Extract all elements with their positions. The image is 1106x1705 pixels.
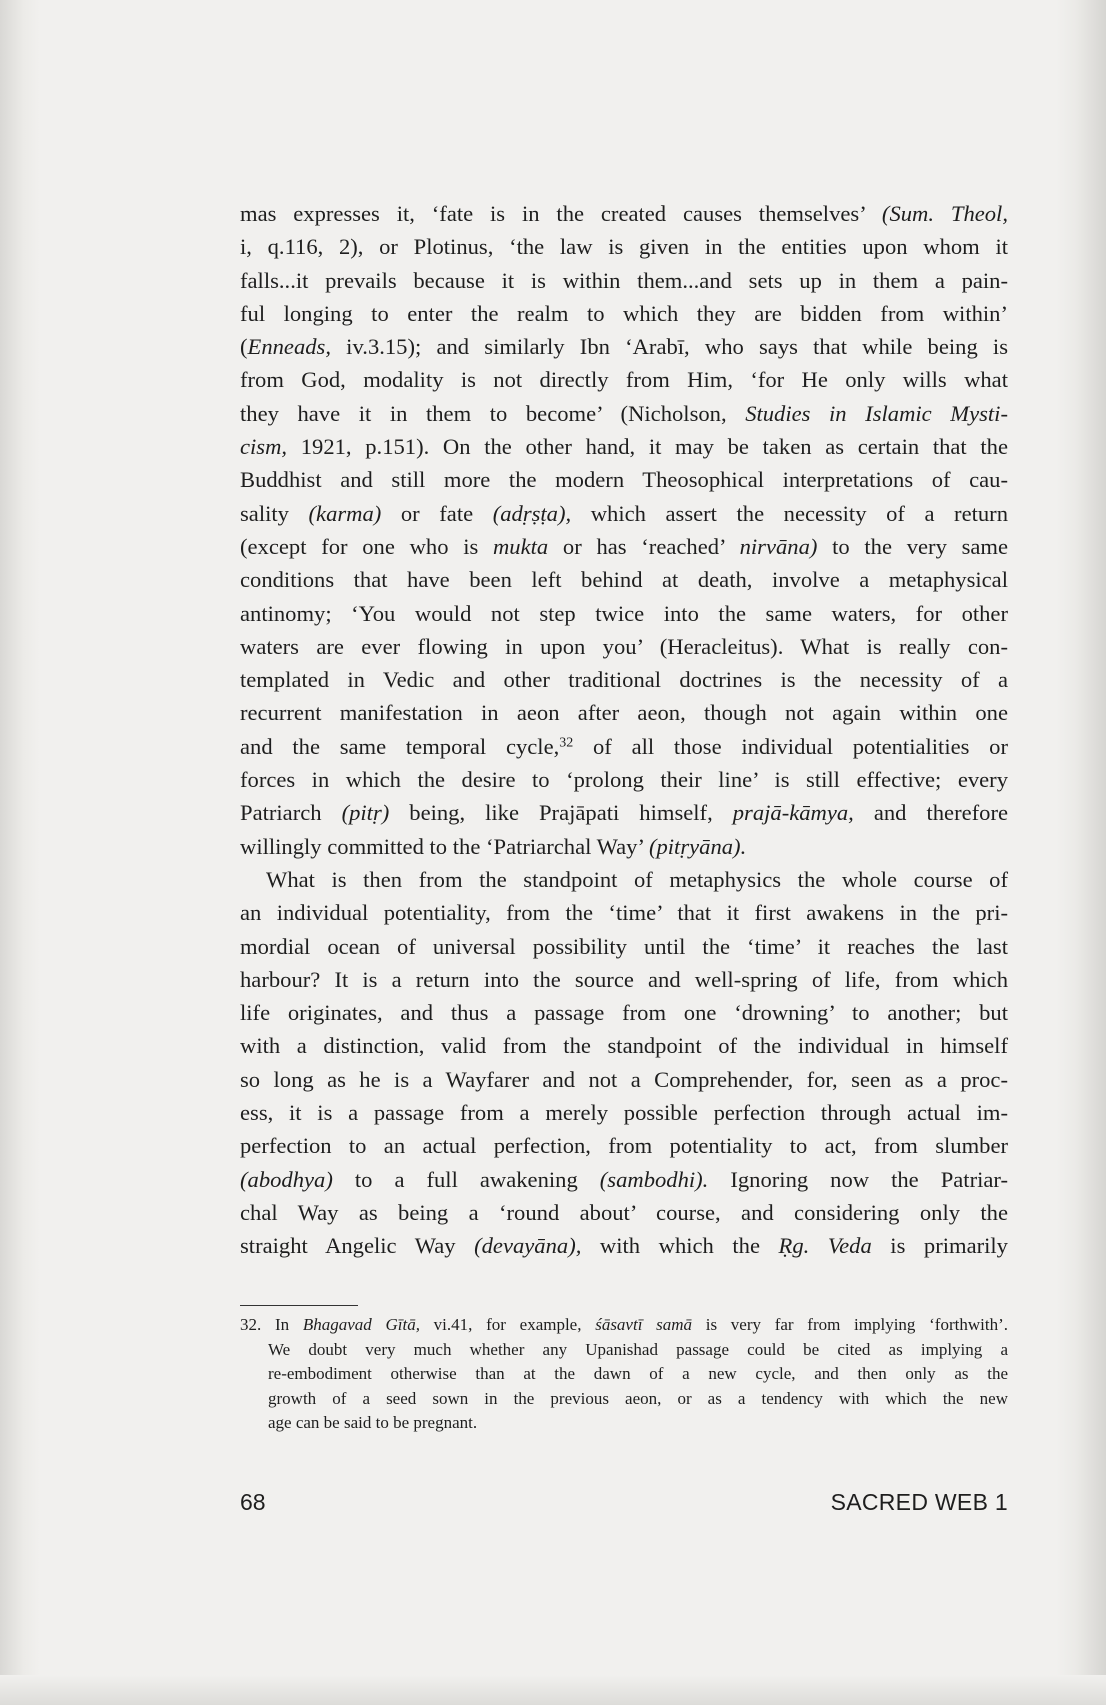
text-run: Ignoring now the Patriar- <box>708 1166 1008 1192</box>
running-title: SACRED WEB 1 <box>830 1489 1008 1515</box>
body-line <box>240 597 1008 630</box>
body-line <box>240 1029 1008 1062</box>
italic-text: Ṛg. Veda <box>778 1233 872 1259</box>
text-run: What is then from the standpoint of metaphysics the whole course of <box>266 866 1008 892</box>
body-line <box>240 530 1008 563</box>
text-run: chal Way as being a ‘round about’ course, and considering only the <box>240 1199 1008 1225</box>
text-run: of all those individual potentialities or <box>573 733 1009 759</box>
page-number: 68 <box>240 1489 266 1515</box>
italic-text: prajā-kāmya, <box>732 800 854 826</box>
italic-text: (pitṛyāna). <box>648 833 747 859</box>
text-run: ful longing to enter the realm to which they are bidden from within’ <box>240 300 1008 326</box>
body-line <box>240 930 1008 963</box>
text-run: 32. In <box>240 1315 303 1334</box>
body-line <box>240 1229 1008 1262</box>
body-line <box>240 397 1008 430</box>
scan-edge-right <box>1056 0 1106 1705</box>
text-run: being, like Prajāpati himself, <box>389 800 733 826</box>
footnote-line <box>240 1338 1008 1363</box>
italic-text: mukta <box>492 533 549 559</box>
text-run: with which the <box>581 1233 779 1259</box>
body-line <box>240 230 1008 263</box>
footnote-line <box>240 1362 1008 1387</box>
body-line <box>240 763 1008 796</box>
text-run: harbour? It is a return into the source and well-spring of life, from which <box>240 966 1008 992</box>
body-line <box>240 497 1008 530</box>
body-line <box>240 463 1008 496</box>
body-line <box>240 264 1008 297</box>
italic-text: (pitṛ) <box>341 800 390 826</box>
body-line <box>240 863 1008 896</box>
text-run: re-embodiment otherwise than at the dawn of a new cycle, and then only as the <box>268 1364 1008 1383</box>
body-line <box>240 197 1008 230</box>
text-run: vi.41, for example, <box>419 1315 596 1334</box>
text-run: (except for one who is <box>240 533 493 559</box>
text-run: an individual potentiality, from the ‘time’ that it first awakens in the pri- <box>240 900 1008 926</box>
text-run: ess, it is a passage from a merely possible perfection through actual im- <box>240 1100 1008 1126</box>
text-run: and the same temporal cycle, <box>240 733 560 759</box>
text-run: they have it in them to become’ (Nicholson, <box>240 400 746 426</box>
italic-text: nirvāna) <box>739 533 818 559</box>
italic-text: cism, <box>240 434 288 460</box>
body-line <box>240 796 1008 829</box>
text-run: falls...it prevails because it is within them...and sets up in them a pain- <box>240 267 1008 293</box>
text-run: i, q.116, 2), or Plotinus, ‘the law is given in the entities upon whom it <box>240 234 1008 260</box>
body-line <box>240 963 1008 996</box>
body-line <box>240 730 1008 763</box>
footnote-line <box>240 1387 1008 1412</box>
text-run: to a full awakening <box>332 1166 600 1192</box>
body-line <box>240 297 1008 330</box>
text-run: iv.3.15); and similarly Ibn ‘Arabī, who says that while being is <box>331 334 1008 360</box>
text-run: 1921, p.151). On the other hand, it may be taken as certain that the <box>287 434 1008 460</box>
italic-text: (sambodhi). <box>599 1166 709 1192</box>
text-run: antinomy; ‘You would not step twice into the same waters, for other <box>240 600 1008 626</box>
text-run: growth of a seed sown in the previous aeon, or as a tendency with which the new <box>268 1388 1008 1408</box>
text-run: straight Angelic Way <box>240 1233 475 1259</box>
scan-edge-bottom <box>0 1675 1106 1705</box>
text-run: templated in Vedic and other traditional doctrines is the necessity of a <box>240 667 1008 693</box>
text-run: age can be said to be pregnant. <box>268 1413 478 1432</box>
italic-text: (karma) <box>308 500 382 526</box>
italic-text: Enneads, <box>247 334 331 360</box>
body-line <box>240 1096 1008 1129</box>
footnote-line <box>240 1313 1008 1338</box>
italic-text: (Sum. Theol, <box>881 201 1008 226</box>
text-run: Patriarch <box>240 800 342 826</box>
body-line <box>240 1163 1008 1196</box>
body-line <box>240 430 1008 463</box>
text-run: which assert the necessity of a return <box>571 500 1009 526</box>
text-run: or has ‘reached’ <box>548 533 740 559</box>
text-run: to the very same <box>817 533 1008 559</box>
text-run: or fate <box>381 500 493 526</box>
body-line <box>240 830 1008 863</box>
footnote <box>240 1313 1008 1436</box>
text-run: mordial ocean of universal possibility until the ‘time’ it reaches the last <box>240 933 1008 959</box>
body-line <box>240 663 1008 696</box>
text-run: waters are ever flowing in upon you’ (Heracleitus). What is really con- <box>240 633 1008 659</box>
body-line <box>240 1063 1008 1096</box>
text-run: recurrent manifestation in aeon after aeon, though not again within one <box>240 700 1008 726</box>
footnote-line <box>240 1411 1008 1436</box>
text-run: and therefore <box>853 800 1008 826</box>
text-run: sality <box>240 500 309 526</box>
body-line <box>240 330 1008 363</box>
italic-text: śāsavtī samā <box>595 1315 693 1334</box>
text-run: conditions that have been left behind at death, involve a metaphysical <box>240 567 1008 593</box>
body-text <box>240 197 1008 1263</box>
text-run: from God, modality is not directly from Him, ‘for He only wills what <box>240 367 1008 393</box>
body-line <box>240 630 1008 663</box>
text-run: is very far from implying ‘forthwith’. <box>692 1315 1008 1334</box>
body-line <box>240 363 1008 396</box>
body-line <box>240 696 1008 729</box>
text-run: so long as he is a Wayfarer and not a Comprehender, for, seen as a proc- <box>240 1066 1008 1092</box>
body-line <box>240 563 1008 596</box>
text-run: Buddhist and still more the modern Theosophical interpretations of cau- <box>240 467 1008 493</box>
italic-text: Bhagavad Gītā, <box>302 1315 420 1334</box>
text-run: life originates, and thus a passage from one ‘drowning’ to another; but <box>240 1000 1008 1026</box>
footnote-rule <box>240 1305 358 1306</box>
italic-text: (abodhya) <box>240 1166 333 1192</box>
text-run: mas expresses it, ‘fate is in the created causes themselves’ <box>240 201 882 226</box>
italic-text: (adṛṣṭa), <box>492 500 572 526</box>
footnote-ref: 32 <box>559 735 574 751</box>
body-line <box>240 896 1008 929</box>
text-run: perfection to an actual perfection, from potentiality to act, from slumber <box>240 1133 1008 1159</box>
text-run: is primarily <box>871 1233 1008 1259</box>
text-run: with a distinction, valid from the standpoint of the individual in himself <box>240 1033 1008 1059</box>
italic-text: (devayāna), <box>474 1233 582 1259</box>
text-run: forces in which the desire to ‘prolong their line’ is still effective; every <box>240 767 1008 793</box>
text-run: We doubt very much whether any Upanishad passage could be cited as implying a <box>268 1339 1008 1359</box>
scan-edge-left <box>0 0 40 1705</box>
body-line <box>240 1196 1008 1229</box>
italic-text: Studies in Islamic Mysti- <box>745 400 1008 426</box>
body-line <box>240 1129 1008 1162</box>
text-run: willingly committed to the ‘Patriarchal Way’ <box>240 833 649 859</box>
text-run: ( <box>240 334 248 360</box>
body-line <box>240 996 1008 1029</box>
